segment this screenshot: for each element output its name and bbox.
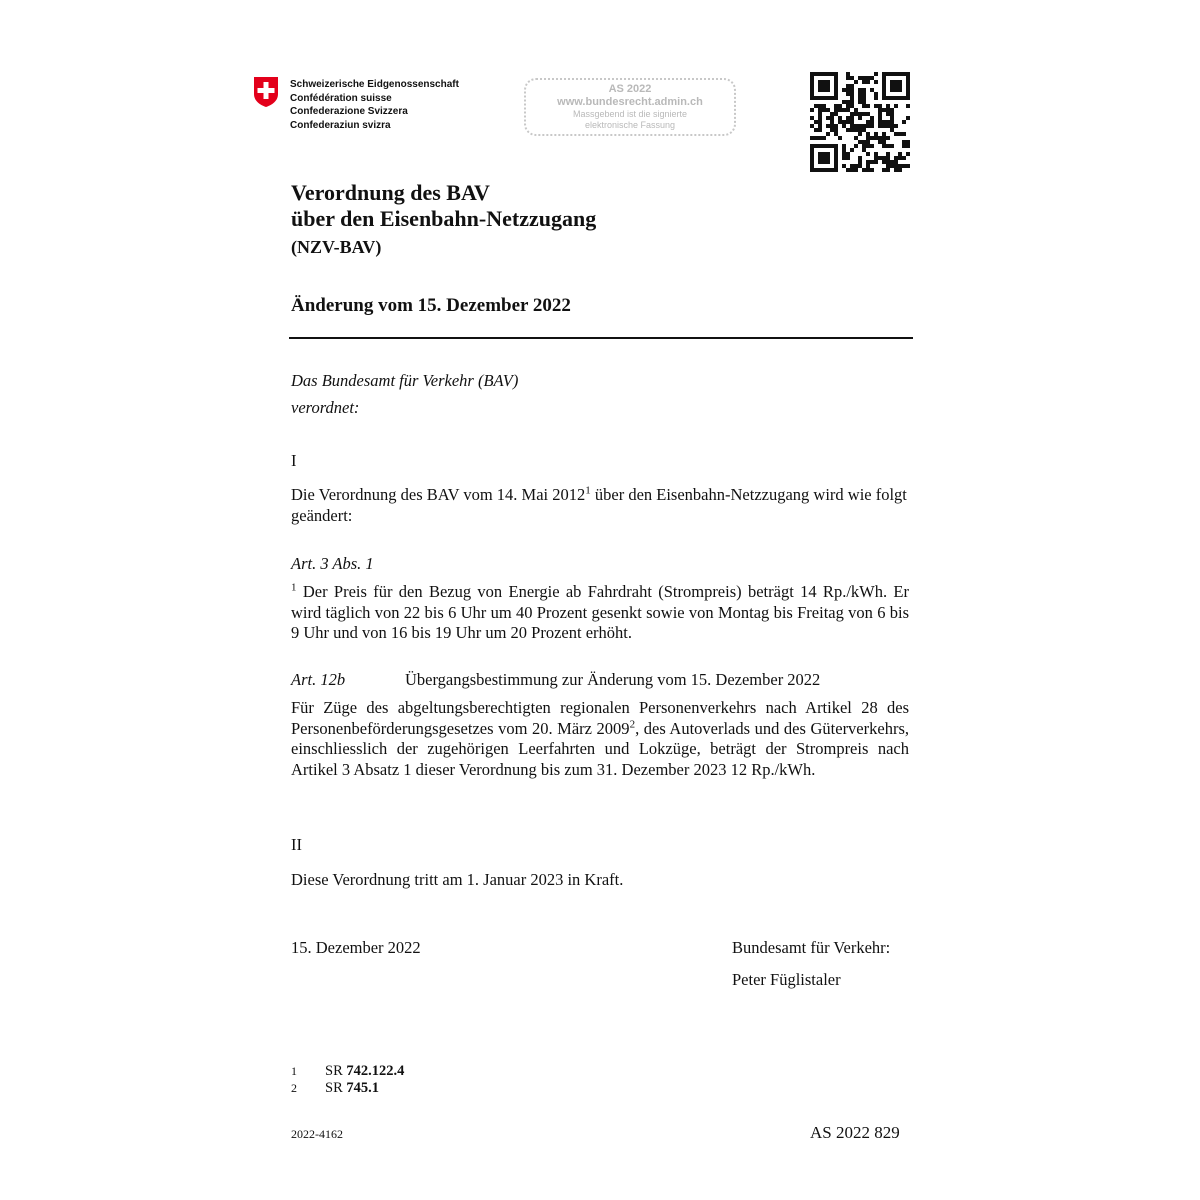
footnote-prefix: SR [325,1080,347,1096]
footnote-ref-1[interactable]: 1 [585,484,591,497]
footnote-sr-link[interactable]: 742.122.4 [346,1063,405,1079]
issuer-verb: verordnet: [291,398,360,417]
title-divider [289,337,913,339]
art3-heading: Art. 3 Abs. 1 [291,554,374,573]
issuer [291,367,518,421]
federation-name-rm: Confederaziun svizra [290,119,391,131]
title-abbreviation: (NZV-BAV) [291,237,382,257]
art12b-number: Art. 12b [291,670,346,689]
art12b-body-1: Für Züge des abgeltungsberechtigten regionalen Personenverkehrs nach Artikel 28 des Personenbeförderungsgesetzes vom 20. März 2009 [291,698,909,738]
footnote-1 [291,1063,404,1080]
footnote-ref-2[interactable]: 2 [629,718,636,730]
amendment-intro [291,485,909,526]
signature-office: Bundesamt für Verkehr: [732,938,891,957]
stamp-note-1: Massgebend ist die signierte [572,109,688,119]
footnote-number: 2 [291,1081,297,1095]
section-number-2: II [291,835,302,854]
art12b-text [291,698,909,780]
federation-name-de: Schweizerische Eidgenossenschaft [290,79,459,90]
authenticity-stamp [524,78,736,136]
paragraph-number: 1 [291,581,297,594]
footnote-2 [291,1080,379,1097]
stamp-note-2: elektronische Fassung [584,120,676,130]
stamp-url: www.bundesrecht.admin.ch [557,96,703,108]
signature-name: Peter Füglistaler [732,970,841,989]
signature-date: 15. Dezember 2022 [291,938,421,957]
issuer-name: Das Bundesamt für Verkehr (BAV) [291,371,519,390]
section-number-1: I [291,451,297,470]
document-title [291,180,596,232]
federation-names [290,78,459,132]
footnote-number: 1 [291,1064,297,1078]
federation-name-it: Confederazione Svizzera [290,106,408,117]
entry-into-force: Diese Verordnung tritt am 1. Januar 2023 in Kraft. [291,870,624,889]
art3-text [291,582,909,644]
title-line-2: über den Eisenbahn-Netzzugang [291,206,597,231]
footnote-sr-link[interactable]: 745.1 [346,1080,379,1096]
qr-code-icon [810,72,910,172]
document-id: 2022-4162 [291,1127,343,1141]
art12b-title: Übergangsbestimmung zur Änderung vom 15. Dezember 2022 [405,670,821,689]
official-compilation-ref: AS 2022 829 [810,1123,900,1142]
intro-text-2: über den Eisenbahn-Netzzugang wird wie folgt geändert: [291,485,907,525]
title-line-1: Verordnung des BAV [291,180,490,205]
intro-text-1: Die Verordnung des BAV vom 14. Mai 2012 [291,485,586,504]
art12b-body-2: , des Autoverlads und des Güterverkehrs, einschliesslich der zugehörigen Leerfahrten und Lokzüge, beträgt der Strompreis nach Artikel 3 Absatz 1 dieser Verordnung bis zum 31. Dezember 2023 12 Rp./kWh. [291,718,909,779]
footnote-prefix: SR [325,1063,347,1079]
stamp-as: AS 2022 [608,83,652,95]
amendment-date: Änderung vom 15. Dezember 2022 [291,295,571,316]
swiss-cross-icon [252,76,280,108]
art3-body: Der Preis für den Bezug von Energie ab Fahrdraht (Strompreis) beträgt 14 Rp./kWh. Er wird täglich von 22 bis 6 Uhr um 40 Prozent gesenkt sowie von Montag bis Freitag von 6 bis 9 Uhr und von 16 bis 19 Uhr um 20 Prozent erhöht. [291,582,909,642]
federation-name-fr: Confédération suisse [290,92,392,104]
